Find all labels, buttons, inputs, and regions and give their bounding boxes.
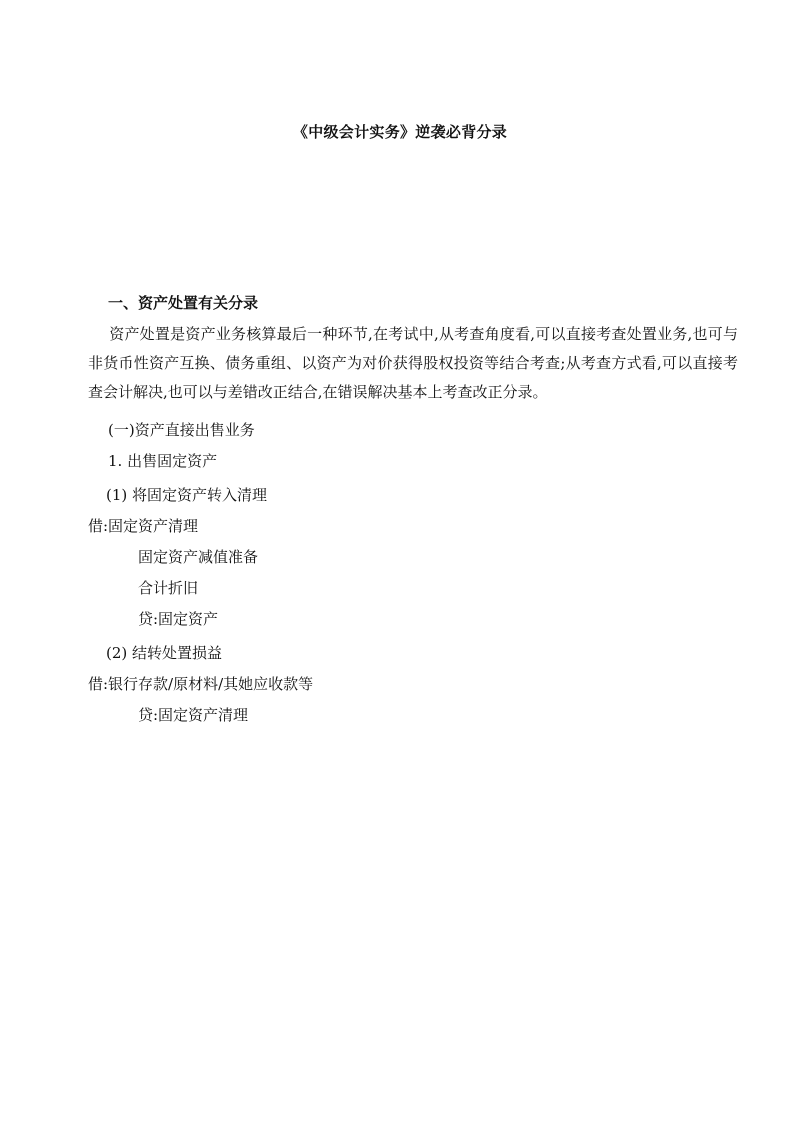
step-1-debit-entry-3: 合计折旧 [138, 579, 199, 597]
step-1-debit-entry: 借:固定资产清理 [88, 517, 199, 535]
step-2-debit-entry: 借:银行存款/原材料/其她应收款等 [88, 675, 314, 693]
step-1-credit-entry: 贷:固定资产 [138, 610, 219, 628]
intro-paragraph [88, 320, 738, 407]
document-title: 《中级会计实务》逆袭必背分录 [292, 123, 508, 141]
intro-paragraph-text: 资产处置是资产业务核算最后一种环节,在考试中,从考查角度看,可以直接考查处置业务,也可与非货币性资产互换、债务重组、以资产为对价获得股权投资等结合考查;从考查方式看,可以直接考查会计解决,也可以与差错改正结合,在错误解决基本上考查改正分录。 [88, 325, 738, 401]
subsection-heading: (一)资产直接出售业务 [108, 421, 255, 439]
section-heading: 一、资产处置有关分录 [108, 294, 259, 312]
item-heading: 1. 出售固定资产 [108, 452, 218, 470]
step-1-label: (1) 将固定资产转入清理 [106, 486, 268, 504]
step-1-debit-entry-2: 固定资产减值准备 [138, 548, 259, 566]
step-2-label: (2) 结转处置损益 [106, 644, 223, 662]
step-2-credit-entry: 贷:固定资产清理 [138, 706, 249, 724]
